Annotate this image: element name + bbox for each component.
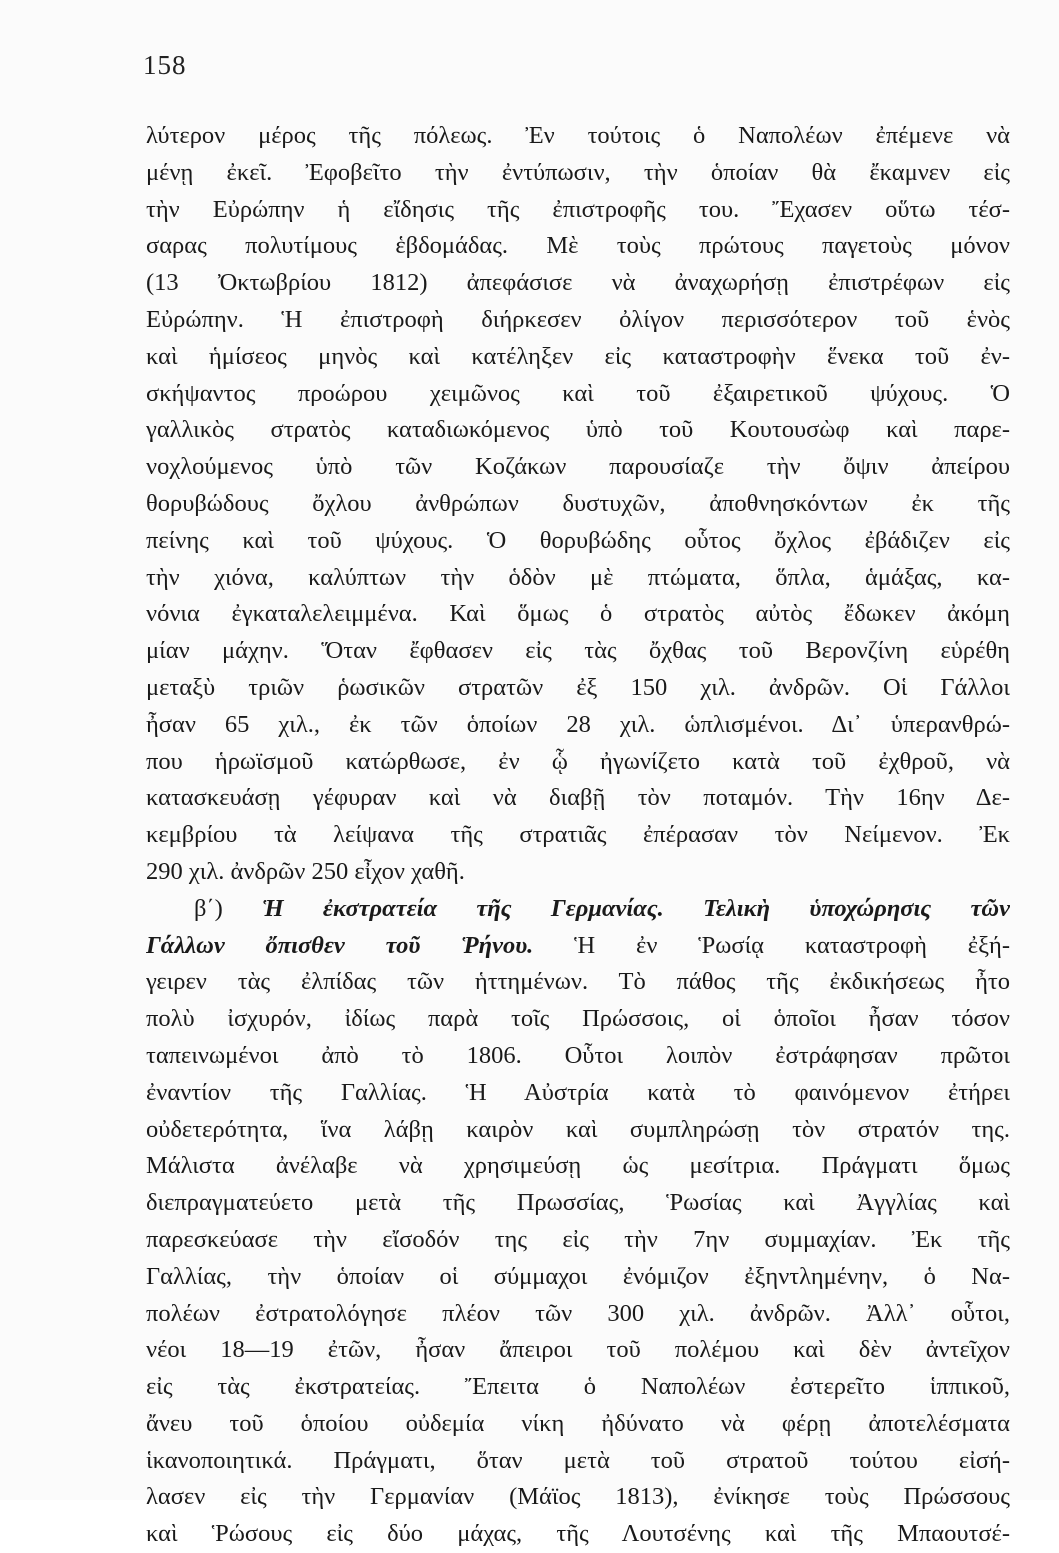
text-line: εἰς τὰς ἐκστρατείας. Ἔπειτα ὁ Ναπολέων ἐστερεῖτο ἱππικοῦ, [146, 1373, 1010, 1401]
text-line: ἱκανοποιητικά. Πράγματι, ὅταν μετὰ τοῦ στρατοῦ τούτου εἰσή- [146, 1446, 1010, 1474]
section-title: Ἡ ἐκστρατεία τῆς Γερμανίας. Τελικὴ ὑποχώρησις τῶν [262, 894, 1010, 922]
text-line: λασεν εἰς τὴν Γερμανίαν (Μάϊος 1813), ἐνίκησε τοὺς Πρώσσους [146, 1483, 1010, 1511]
text-line: νοχλούμενος ὑπὸ τῶν Κοζάκων παρουσίαζε τὴν ὄψιν ἀπείρου [146, 453, 1010, 481]
text-line: (13 Ὀκτωβρίου 1812) ἀπεφάσισε νὰ ἀναχωρήσῃ ἐπιστρέφων εἰς [146, 269, 1010, 297]
text-line: ταπεινωμένοι ἀπὸ τὸ 1806. Οὗτοι λοιπὸν ἐστράφησαν πρῶτοι [146, 1041, 1010, 1069]
section-heading-line [146, 891, 1010, 928]
text-line: Γαλλίας, τὴν ὁποίαν οἱ σύμμαχοι ἐνόμιζον ἐξηντλημένην, ὁ Να- [146, 1262, 1010, 1290]
section-heading-line [146, 928, 1010, 965]
text-line: ἦσαν 65 χιλ., ἐκ τῶν ὁποίων 28 χιλ. ὡπλισμένοι. Δι᾿ ὑπερανθρώ- [146, 710, 1010, 738]
text-line: καὶ Ῥώσους εἰς δύο μάχας, τῆς Λουτσένης καὶ τῆς Μπαουτσέ- [146, 1520, 1010, 1548]
text-line: γειρεν τὰς ἐλπίδας τῶν ἡττημένων. Τὸ πάθος τῆς ἐκδικήσεως ἦτο [146, 968, 1010, 996]
text-line: νόνια ἐγκαταλελειμμένα. Καὶ ὅμως ὁ στρατὸς αὐτὸς ἔδωκεν ἀκόμη [146, 600, 1010, 628]
text-line: οὐδετερότητα, ἵνα λάβῃ καιρὸν καὶ συμπληρώσῃ τὸν στρατόν της. [146, 1115, 1010, 1143]
text-line: γαλλικὸς στρατὸς καταδιωκόμενος ὑπὸ τοῦ Κουτουσὼφ καὶ παρε- [146, 416, 1010, 444]
text-line: κεμβρίου τὰ λείψανα τῆς στρατιᾶς ἐπέρασαν τὸν Νείμενον. Ἐκ [146, 821, 1010, 849]
section-title-continued: Γάλλων ὄπισθεν τοῦ Ῥήνου. [146, 931, 534, 959]
section-label: β΄) [194, 894, 223, 922]
text-line: Μάλιστα ἀνέλαβε νὰ χρησιμεύσῃ ὡς μεσίτρια. Πράγματι ὅμως [146, 1152, 1010, 1180]
text-line: ἐναντίον τῆς Γαλλίας. Ἡ Αὐστρία κατὰ τὸ φαινόμενον ἐτήρει [146, 1078, 1010, 1106]
text-line: μίαν μάχην. Ὅταν ἔφθασεν εἰς τὰς ὄχθας τοῦ Βερονζίνη εὑρέθη [146, 637, 1010, 665]
text-line: νέοι 18—19 ἐτῶν, ἦσαν ἄπειροι τοῦ πολέμου καὶ δὲν ἀντεῖχον [146, 1336, 1010, 1364]
text-line: πολέων ἐστρατολόγησε πλέον τῶν 300 χιλ. ἀνδρῶν. Ἀλλ᾿ οὗτοι, [146, 1299, 1010, 1327]
text-line: ἄνευ τοῦ ὁποίου οὐδεμία νίκη ἠδύνατο νὰ φέρῃ ἀποτελέσματα [146, 1409, 1010, 1437]
text-line: σαρας πολυτίμους ἑβδομάδας. Μὲ τοὺς πρώτους παγετοὺς μόνον [146, 232, 1010, 260]
section-text-start: Ἡ ἐν Ῥωσίᾳ καταστροφὴ ἐξή- [574, 931, 1010, 959]
page-number: 158 [143, 50, 187, 80]
text-line: πείνης καὶ τοῦ ψύχους. Ὁ θορυβώδης οὗτος ὄχλος ἐβάδιζεν εἰς [146, 526, 1010, 554]
text-line: καὶ ἡμίσεος μηνὸς καὶ κατέληξεν εἰς καταστροφὴν ἕνεκα τοῦ ἐν- [146, 342, 1010, 370]
text-line: μεταξὺ τριῶν ῥωσικῶν στρατῶν ἐξ 150 χιλ. ἀνδρῶν. Οἱ Γάλλοι [146, 673, 1010, 701]
text-line: λύτερον μέρος τῆς πόλεως. Ἐν τούτοις ὁ Ναπολέων ἐπέμενε νὰ [146, 122, 1010, 149]
text-line: τὴν χιόνα, καλύπτων τὴν ὁδὸν μὲ πτώματα, ὅπλα, ἁμάξας, κα- [146, 563, 1010, 591]
text-line: Εὐρώπην. Ἡ ἐπιστροφὴ διήρκεσεν ὀλίγον περισσότερον τοῦ ἑνὸς [146, 305, 1010, 333]
text-line: σκήψαντος προώρου χειμῶνος καὶ τοῦ ἐξαιρετικοῦ ψύχους. Ὁ [146, 379, 1010, 407]
text-line: διεπραγματεύετο μετὰ τῆς Πρωσσίας, Ῥωσίας καὶ Ἀγγλίας καὶ [146, 1189, 1010, 1217]
text-line: πολὺ ἰσχυρόν, ἰδίως παρὰ τοῖς Πρώσσοις, οἱ ὁποῖοι ἦσαν τόσον [146, 1005, 1010, 1033]
text-line: που ἡρωϊσμοῦ κατώρθωσε, ἐν ᾧ ἠγωνίζετο κατὰ τοῦ ἐχθροῦ, νὰ [146, 747, 1010, 775]
text-line: κατασκευάσῃ γέφυραν καὶ νὰ διαβῇ τὸν ποταμόν. Τὴν 16ην Δε- [146, 784, 1010, 812]
text-line: 290 χιλ. ἀνδρῶν 250 εἶχον χαθῆ. [146, 857, 465, 885]
text-line: τὴν Εὐρώπην ἡ εἴδησις τῆς ἐπιστροφῆς του. Ἔχασεν οὕτω τέσ- [146, 195, 1010, 223]
text-line: θορυβώδους ὄχλου ἀνθρώπων δυστυχῶν, ἀποθνησκόντων ἐκ τῆς [146, 489, 1010, 517]
text-line: μένῃ ἐκεῖ. Ἐφοβεῖτο τὴν ἐντύπωσιν, τὴν ὁποίαν θὰ ἔκαμνεν εἰς [146, 158, 1010, 186]
body-text [146, 118, 1010, 1553]
text-line: παρεσκεύασε τὴν εἴσοδόν της εἰς τὴν 7ην συμμαχίαν. Ἐκ τῆς [146, 1225, 1010, 1253]
